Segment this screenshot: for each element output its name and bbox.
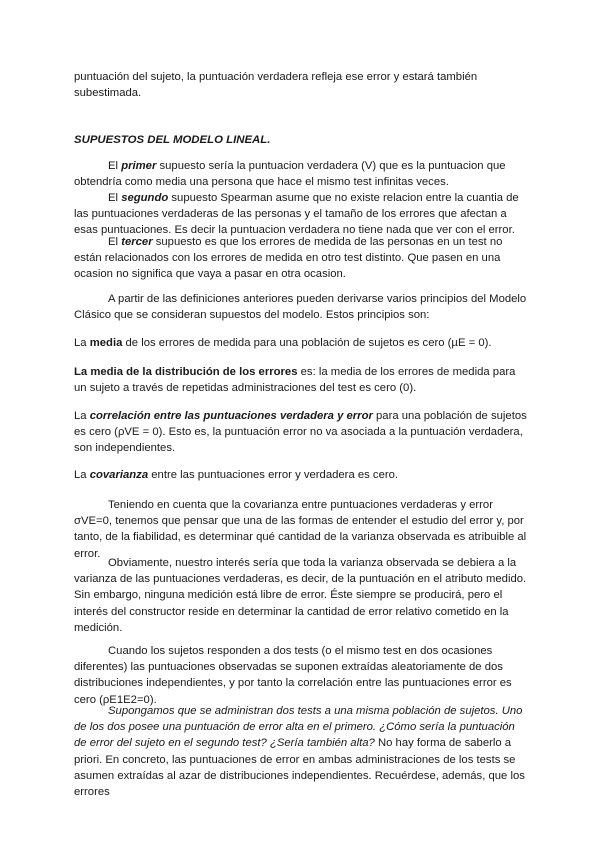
- paragraph-tercer-supuesto: [74, 234, 529, 283]
- text: El: [108, 192, 122, 204]
- paragraph-varianza-observada: Obviamente, nuestro interés sería que toda la varianza observada se debiera a la varianza de las puntuaciones verdaderas, es decir, de la puntuación en el atributo medido. Sin embargo, ninguna medición está libre de error. Éste siempre se producirá, pero el interés del constructor reside en determinar la cantidad de error relativo cometido en la medición.: [74, 557, 527, 634]
- section-heading: SUPUESTOS DEL MODELO LINEAL.: [74, 134, 271, 146]
- text: La: [74, 410, 90, 422]
- text: supuesto Spearman asume que no existe relacion entre la cuantia de las puntuaciones verdaderas de las personas y el tamaño de los errores que afectan a esas puntuaciones. Es decir la puntuacion verdadera no tiene nada que ver con el error.: [74, 192, 519, 237]
- emphasis-media: media: [89, 337, 123, 349]
- paragraph-covarianza-fiabilidad: Teniendo en cuenta que la covarianza entre puntuaciones verdaderas y error σVE=0, tenemos que pensar que una de las formas de entender el estudio del error y, por tanto, de la fiabilidad, es determinar qué cantidad de la varianza observada es atribuible al error.: [74, 499, 527, 560]
- text: No hay forma de saberlo a priori. En concreto, las puntuaciones de error en ambas administraciones de los tests se asumen extraídas al azar de distribuciones independientes. Recuérdese, además, que los errores: [74, 737, 525, 799]
- paragraph-dos-tests: Cuando los sujetos responden a dos tests (o el mismo test en dos ocasiones diferentes) las puntuaciones observadas se suponen extraídas aleatoriamente de dos distribuciones independientes, y por tanto la correlación entre las puntuaciones error es cero (ρE1E2=0).: [74, 645, 512, 706]
- paragraph-correlacion: [74, 408, 529, 457]
- text: de los errores de medida para una población de sujetos es cero (µE = 0).: [122, 337, 492, 349]
- paragraph-media-distribucion: [74, 364, 529, 396]
- emphasis-tercer: tercer: [121, 236, 153, 248]
- paragraph-ejemplo: [74, 703, 529, 800]
- emphasis-media-distribucion: La media de la distribución de los errores: [74, 366, 298, 378]
- text: supuesto sería la puntuacion verdadera (V) que es la puntuacion que obtendría como media una persona que hace el mismo test infinitas veces.: [74, 160, 506, 189]
- emphasis-covarianza: covarianza: [89, 469, 149, 481]
- paragraph-principios-intro: A partir de las definiciones anteriores pueden derivarse varios principios del Modelo Clásico que se consideran supuestos del modelo. Estos principios son:: [74, 293, 527, 322]
- text: La: [74, 337, 90, 349]
- paragraph-continuation: puntuación del sujeto, la puntuación verdadera refleja ese error y estará también subestimada.: [74, 71, 478, 100]
- italic-question: Supongamos que se administran dos tests a una misma población de sujetos. Uno de los dos posee una puntuación de error alta en el primero. ¿Cómo sería la puntuación de error del sujeto en el segundo test? ¿Sería también alta?: [74, 705, 523, 750]
- text: supuesto es que los errores de medida de las personas en un test no están relacionados con los errores de medida en otro test distinto. Que pasen en una ocasion no significa que vaya a pasar en otra ocasion.: [74, 236, 503, 281]
- paragraph-primer-supuesto: [74, 158, 529, 190]
- emphasis-primer: primer: [121, 160, 157, 172]
- emphasis-correlacion: correlación entre las puntuaciones verdadera y error: [89, 410, 373, 422]
- text: La: [74, 469, 90, 481]
- emphasis-segundo: segundo: [121, 192, 169, 204]
- text: para una población de sujetos es cero (ρVE = 0). Esto es, la puntuación error no va asociada a la puntuación verdadera, son independientes.: [74, 410, 527, 455]
- paragraph-media-errores: [74, 335, 529, 351]
- paragraph-segundo-supuesto: [74, 190, 529, 239]
- text: es: la media de los errores de medida para un sujeto a través de repetidas administraciones del test es cero (0).: [74, 366, 516, 395]
- text: El: [108, 160, 122, 172]
- text: entre las puntuaciones error y verdadera es cero.: [148, 469, 399, 481]
- text: El: [108, 236, 122, 248]
- paragraph-covarianza: [74, 467, 529, 483]
